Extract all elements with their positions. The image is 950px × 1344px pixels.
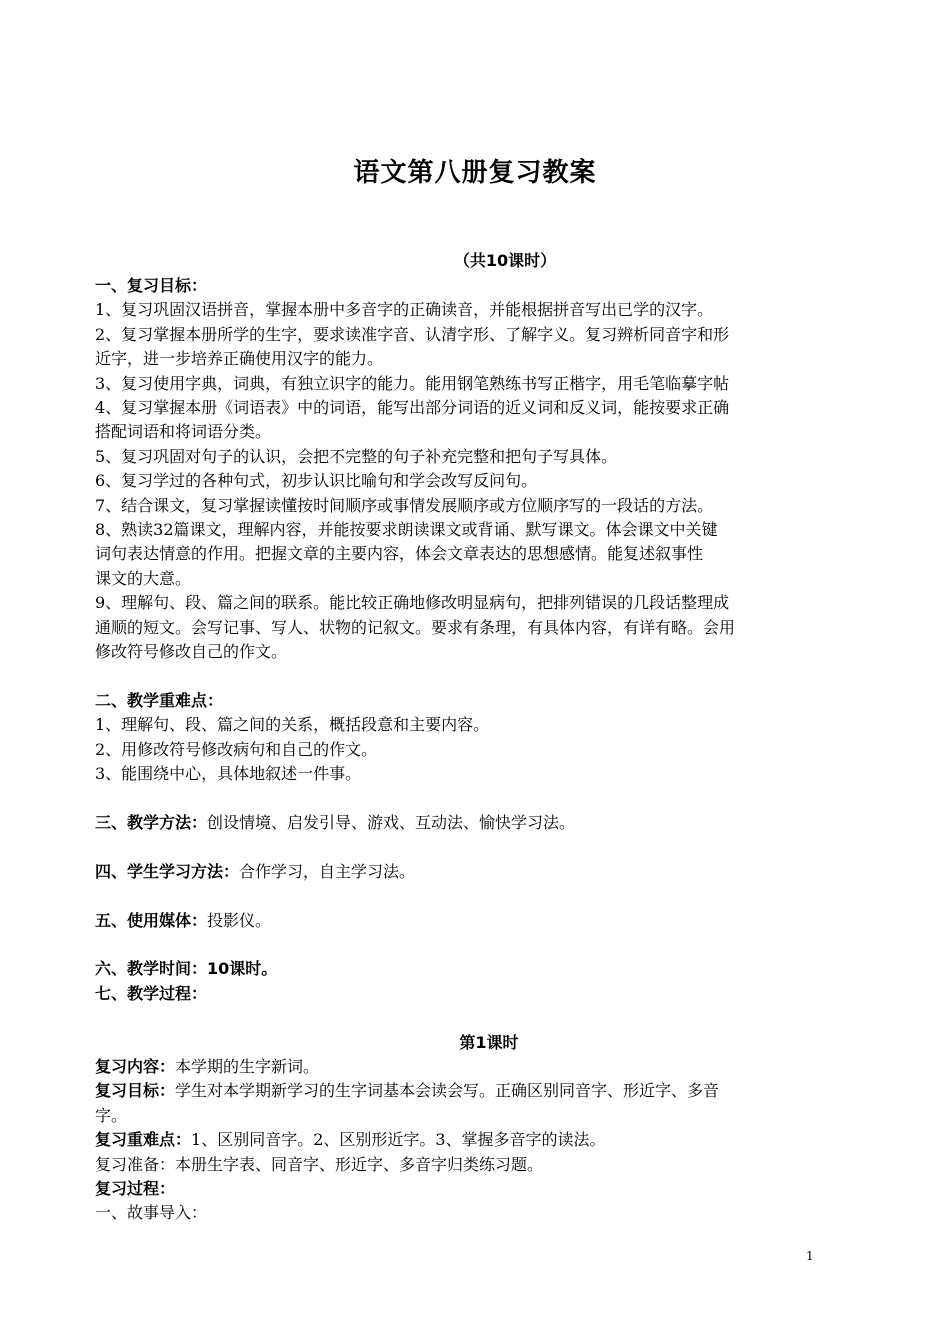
goal-line: 通顺的短文。会写记事、写人、状物的记叙文。要求有条理，有具体内容，有详有略。会用 — [95, 617, 736, 637]
key-point-line: 3、能围绕中心，具体地叙述一件事。 — [95, 764, 362, 784]
lesson-step: 一、故事导入： — [95, 1203, 208, 1223]
key-point-line: 2、用修改符号修改病句和自己的作文。 — [95, 739, 378, 759]
goal-line: 5、复习巩固对句子的认识，会把不完整的句子补充完整和把句子写具体。 — [95, 446, 618, 466]
goal-line: 6、复习学过的各种句式，初步认识比喻句和学会改写反问句。 — [95, 471, 538, 491]
lesson-content-text: 本学期的生字新词。 — [175, 1056, 320, 1076]
section-media — [95, 909, 823, 933]
section-heading-time: 六、教学时间：10课时。 — [95, 959, 278, 979]
goal-line: 8、熟读32篇课文，理解内容，并能按要求朗读课文或背诵、默写课文。体会课文中关键 — [95, 520, 718, 540]
goal-line: 近字，进一步培养正确使用汉字的能力。 — [95, 349, 384, 369]
section-heading-process: 七、教学过程： — [95, 983, 208, 1003]
document-body — [95, 274, 823, 1226]
goal-line: 词句表达情意的作用。把握文章的主要内容，体会文章表达的思想感情。能复述叙事性 — [95, 544, 704, 564]
lesson-goal-text: 学生对本学期新学习的生字词基本会读会写。正确区别同音字、形近字、多音 — [175, 1081, 720, 1101]
section-teaching-methods — [95, 811, 823, 835]
lesson-process-label: 复习过程： — [95, 1178, 176, 1198]
section-heading-methods: 三、教学方法： — [95, 812, 208, 832]
section-study-methods — [95, 860, 823, 884]
lesson-content-label: 复习内容： — [95, 1056, 176, 1076]
lesson-focus-label: 复习重难点： — [95, 1130, 192, 1150]
goal-line: 9、理解句、段、篇之间的联系。能比较正确地修改明显病句，把排列错误的几段话整理成 — [95, 593, 730, 613]
goal-line: 搭配词语和将词语分类。 — [95, 422, 272, 442]
document-title: 语文第八册复习教案 — [353, 158, 597, 188]
key-point-line: 1、理解句、段、篇之间的关系，概括段意和主要内容。 — [95, 715, 490, 735]
goal-line: 1、复习巩固汉语拼音，掌握本册中多音字的正确读音，并能根据拼音写出已学的汉字。 — [95, 300, 714, 320]
goal-line: 7、结合课文，复习掌握读懂按时间顺序或事情发展顺序或方位顺序写的一段话的方法。 — [95, 495, 714, 515]
section-heading-media: 五、使用媒体： — [95, 910, 208, 930]
section-heading-key-points: 二、教学重难点： — [95, 690, 224, 710]
page-number: 1 — [806, 1249, 814, 1263]
goal-line: 修改符号修改自己的作文。 — [95, 642, 288, 662]
lesson-focus-text: 1、区别同音字。2、区别形近字。3、掌握多音字的读法。 — [191, 1130, 606, 1150]
lesson-goal — [95, 1079, 823, 1103]
methods-text: 创设情境、启发引导、游戏、互动法、愉快学习法。 — [207, 812, 576, 832]
lesson-goal-label: 复习目标： — [95, 1081, 176, 1101]
lesson-title: 第1课时 — [459, 1032, 519, 1052]
document-subtitle: （共10课时） — [453, 251, 557, 270]
goal-line: 4、复习掌握本册《词语表》中的词语，能写出部分词语的近义词和反义词，能按要求正确 — [95, 398, 730, 418]
goal-line: 2、复习掌握本册所学的生字，要求读准字音、认清字形、了解字义。复习辨析同音字和形 — [95, 324, 730, 344]
media-text: 投影仪。 — [207, 910, 272, 930]
section-heading-goals: 一、复习目标： — [95, 276, 208, 295]
lesson-prep: 复习准备：本册生字表、同音字、形近字、多音字归类练习题。 — [95, 1154, 544, 1174]
lesson-goal-continued: 字。 — [95, 1105, 128, 1125]
lesson-focus — [95, 1128, 823, 1152]
section-heading-study: 四、学生学习方法： — [95, 861, 240, 881]
goal-line: 课文的大意。 — [95, 568, 192, 588]
lesson-content — [95, 1055, 823, 1079]
goal-line: 3、复习使用字典，词典，有独立识字的能力。能用钢笔熟练书写正楷字，用毛笔临摹字帖 — [95, 373, 730, 393]
study-text: 合作学习，自主学习法。 — [239, 861, 416, 881]
